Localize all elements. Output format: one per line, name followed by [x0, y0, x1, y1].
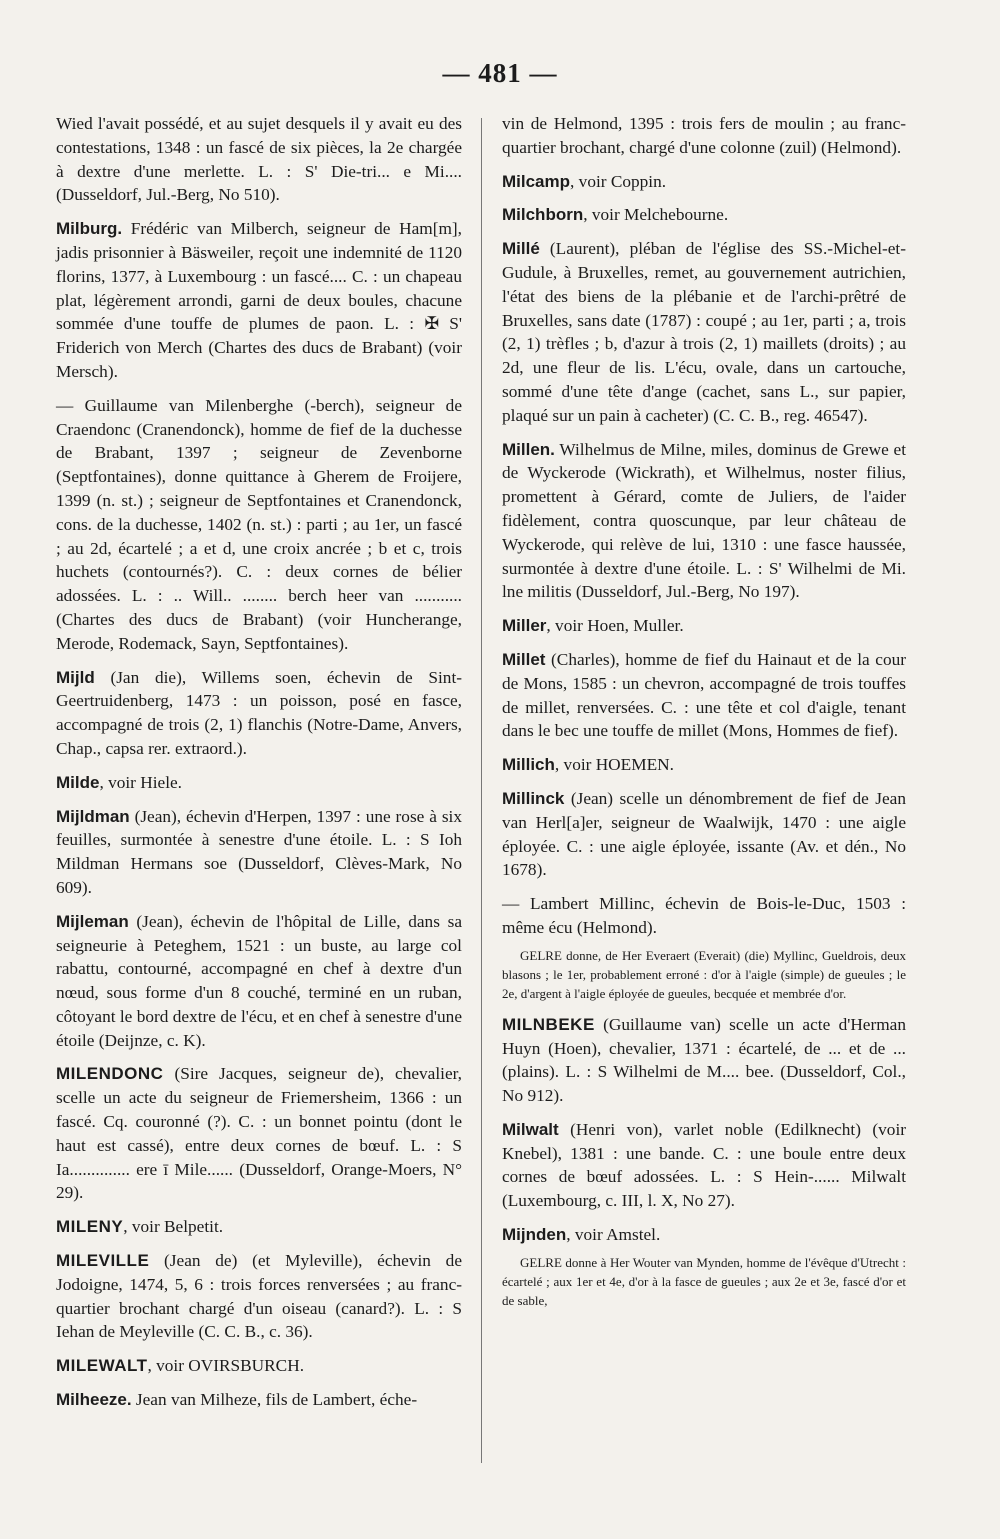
entry-headword: MILENDONC: [56, 1064, 164, 1084]
dictionary-entry: [502, 892, 906, 940]
entry-text: Jean van Milheze, fils de Lambert, éche-: [131, 1390, 418, 1410]
entry-text: vin de Helmond, 1395 : trois fers de moulin ; au franc-quartier brochant, chargé d'une colonne (zuil) (Helmond).: [502, 114, 906, 157]
dictionary-entry: [56, 1062, 462, 1205]
entry-headword: MILENY: [56, 1217, 124, 1237]
entry-text: (Guillaume van) scelle un acte d'Herman Huyn (Hoen), chevalier, 1371 : écartelé, de ... et de ... (plains). L. : S Wilhelmi de M.... bee. (Dusseldorf, Col., No 912).: [502, 1014, 906, 1106]
entry-headword: Milburg.: [56, 219, 123, 239]
note-paragraph: [502, 946, 906, 1003]
dictionary-entry: [502, 438, 906, 605]
entry-headword: MILEVILLE: [56, 1251, 150, 1271]
entry-text: , voir Amstel.: [566, 1225, 661, 1245]
entry-text: (Jean) scelle un dénombrement de fief de Jean van Herl[a]er, seigneur de Waalwijk, 1470 : une aigle éployée. C. : une aigle éployée, issante (Av. et dén., No 1678).: [502, 788, 906, 880]
entry-text: (Jean), échevin de l'hôpital de Lille, dans sa seigneurie à Peteghem, 1521 : un buste, au large col rabattu, contourné, accompagné en chef à dextre d'un nœud, sous forme d'un 8 couché, terminé en un ruban, côtoyant le bord dextre de l'écu, et en chef à senestre d'une étoile (Deijnze, c. K).: [56, 911, 462, 1050]
entry-text: (Jean de) (et Mylevillе), échevin de Jodoigne, 1474, 5, 6 : trois forces renversées ; au franc-quartier brochant chargé d'un oiseau (canard?). L. : S Iehan de Meyleville (C. C. B., c. 36).: [56, 1251, 462, 1342]
entry-text: Wied l'avait possédé, et au sujet desquels il y avait eu des contestations, 1348 : un fascé de six pièces, la 2e chargée à dextre d'une merlette. L. : S' Die-tri... e Mi.... (Dusseldorf, Jul.-Berg, No 510).: [56, 114, 462, 205]
entry-text: (Henri von), varlet noble (Edilknecht) (voir Knebel), 1381 : une bande. C. : une boule entre deux cornes de bœuf adossées. L. : S Hein-...... Milwalt (Luxembourg, c. III, l. X, No 27).: [502, 1119, 906, 1211]
entry-text: Guillaume van Milenberghe (-berch), seigneur de Craendonc (Cranendonck), homme de fief de la duchesse de Brabant, 1397 ; seigneur de Zevenborne (Septfontaines), donne quittance à Gherem de Froijere, 1399 (n. st.) ; seigneur de Septfontaines et Cranendonck, cons. de la duchesse, 1402 (n. st.) : parti ; au 1er, un fascé ; au 2d, écartelé ; a et d, une croix ancrée ; b et c, trois huchets (contournés?). C. : deux cornes de bélier adossées. L. : .. Will.. ........ berch heer van ........... (Chartes des ducs de Brabant) (voir Huncherange, Merode, Rodemack, Sayn, Septfontaines).: [56, 395, 462, 653]
entry-text: (Laurent), pléban de l'église des SS.-Michel-et-Gudule, à Bruxelles, remet, au gouvernement autrichien, l'état des biens de la plébanie et de l'archi-prêtré de Bruxelles, sans date (1787) : coupé ; au 1er, parti ; a, trois (2, 1) trèfles ; b, d'azur à trois (2, 1) maillets (droits) ; au 2d, une fleur de lis. L'écu, ovale, dans un cartouche, sommé d'une tête d'ange (cachet, sans L., sur papier, plaqué sur un pain à cacheter) (C. C. B., reg. 46547).: [502, 239, 906, 425]
right-column: [502, 112, 906, 1320]
entry-headword: Millinck: [502, 788, 565, 808]
entry-text: , voir Hoen, Muller.: [546, 616, 684, 636]
dictionary-entry: [502, 170, 906, 194]
dictionary-entry: [56, 1388, 462, 1412]
page-number: — 481 —: [442, 58, 558, 88]
dictionary-entry: [56, 217, 462, 384]
entry-text: , voir Melchebourne.: [583, 205, 729, 225]
entry-text: (Sire Jacques, seigneur de), chevalier, scelle un acte du seigneur de Friemersheim, 1366 : un fascé. Cq. couronné (?). C. : un bonnet pointu (dont le haut est cassé), entre deux cornes de bœuf. L. : S Ia.............. ere ī Mile...... (Dusseldorf, Orange-Moers, N° 29).: [56, 1064, 462, 1203]
entry-text: Frédéric van Milberch, seigneur de Ham[m], jadis prisonnier à Bäsweiler, reçoit une indemnité de 1120 florins, 1377, à Luxembourg : un fascé.... C. : un chapeau plat, légèrement arrondi, garni de deux boules, chacune sommée d'une touffe de plumes de paon. L. : ✠ S' Friderich von Merch (Chartes des ducs de Brabant) (voir Mersch).: [56, 219, 462, 381]
dictionary-entry: [56, 666, 462, 761]
dictionary-entry: [502, 1118, 906, 1213]
entry-headword: Millé: [502, 239, 540, 259]
entry-dash: —: [56, 395, 85, 415]
dictionary-entry: [56, 1215, 462, 1239]
dictionary-entry: [502, 112, 906, 160]
dictionary-entry: [56, 771, 462, 795]
entry-headword: Milwalt: [502, 1119, 559, 1139]
entry-text: , voir Coppin.: [570, 171, 667, 191]
dictionary-entry: [502, 203, 906, 227]
entry-text: , voir Belpetit.: [123, 1217, 224, 1237]
dictionary-entry: [56, 1249, 462, 1344]
entry-headword: Mijnden: [502, 1225, 567, 1245]
note-text: GELRE donne à Her Wouter van Mynden, homme de l'évêque d'Utrecht : écartelé ; aux 1er et 4e, d'or à la fasce de gueules ; aux 2e et 3e, fascé d'or et de sable,: [502, 1254, 906, 1308]
entry-text: Lambert Millinc, échevin de Bois-le-Duc, 1503 : même écu (Helmond).: [502, 894, 906, 937]
dictionary-entry: [502, 787, 906, 882]
entry-headword: Milde: [56, 772, 100, 792]
dictionary-entry: [502, 1223, 906, 1247]
entry-headword: Mijldman: [56, 806, 130, 826]
entry-headword: MILEWALT: [56, 1356, 148, 1376]
dictionary-entry: [502, 614, 906, 638]
entry-headword: Mijld: [56, 667, 95, 687]
entry-headword: Milcamp: [502, 171, 571, 191]
dictionary-entry: [502, 237, 906, 427]
dictionary-entry: [56, 1354, 462, 1378]
note-paragraph: [502, 1253, 906, 1310]
dictionary-entry: [502, 753, 906, 777]
entry-text: , voir HOEMEN.: [554, 755, 674, 775]
entry-headword: Miller: [502, 616, 547, 636]
dictionary-entry: [56, 910, 462, 1053]
dictionary-entry: [56, 394, 462, 656]
entry-text: (Jean), échevin d'Herpen, 1397 : une rose à six feuilles, surmontée à senestre d'une étoile. L. : S Ioh Mildman Hermans soe (Dusseldorf, Clèves-Mark, No 609).: [56, 806, 462, 897]
entry-text: , voir OVIRSBURCH.: [147, 1356, 305, 1376]
left-column: [56, 112, 462, 1422]
entry-text: Wilhelmus de Milne, miles, dominus de Grewe et de Wyckerode (Wickrath), et Wilhelmus, noster filius, promettent à Gérard, comte de Juliers, de l'aider fidèlement, contra quoscunque, par leur château de Wyckerode, qui relève de lui, 1310 : une fasce haussée, surmontée à dextre d'une étoile. L. : S' Wilhelmi de Mi. lne militis (Dusseldorf, Jul.-Berg, No 197).: [502, 439, 906, 602]
dictionary-entry: [56, 805, 462, 900]
dictionary-entry: [56, 112, 462, 207]
entry-headword: Millen.: [502, 439, 555, 459]
entry-headword: Milheeze.: [56, 1390, 132, 1410]
entry-text: (Charles), homme de fief du Hainaut et de la cour de Mons, 1585 : un chevron, accompagné de trois touffes de millet, renversées. C. : une tête et col d'aigle, tenant dans le bec une touffe de millet (Mons, Hommes de fief).: [502, 649, 906, 741]
entry-headword: MILNBEKE: [502, 1014, 595, 1034]
column-divider: [481, 118, 482, 1463]
entry-text: , voir Hiele.: [99, 772, 182, 792]
entry-headword: Mijleman: [56, 911, 129, 931]
entry-text: (Jan die), Willems soen, échevin de Sint-Geertruidenberg, 1473 : un poisson, posé en fasce, accompagné de trois (2, 1) flanchis (Notre-Dame, Anvers, Chap., capsa rer. extraord.).: [56, 667, 462, 758]
entry-headword: Milchborn: [502, 205, 584, 225]
entry-headword: Millich: [502, 755, 555, 775]
entry-headword: Millet: [502, 649, 546, 669]
dictionary-entry: [502, 1013, 906, 1108]
dictionary-entry: [502, 648, 906, 743]
note-text: GELRE donne, de Her Everaert (Everait) (die) Myllinc, Gueldrois, deux blasons ; le 1er, probablement erroné : d'or à l'aigle (simple) de gueules ; le 2e, d'argent à l'aigle éployée de gueules, becquée et membrée d'or.: [502, 947, 906, 1001]
entry-dash: —: [502, 894, 530, 914]
